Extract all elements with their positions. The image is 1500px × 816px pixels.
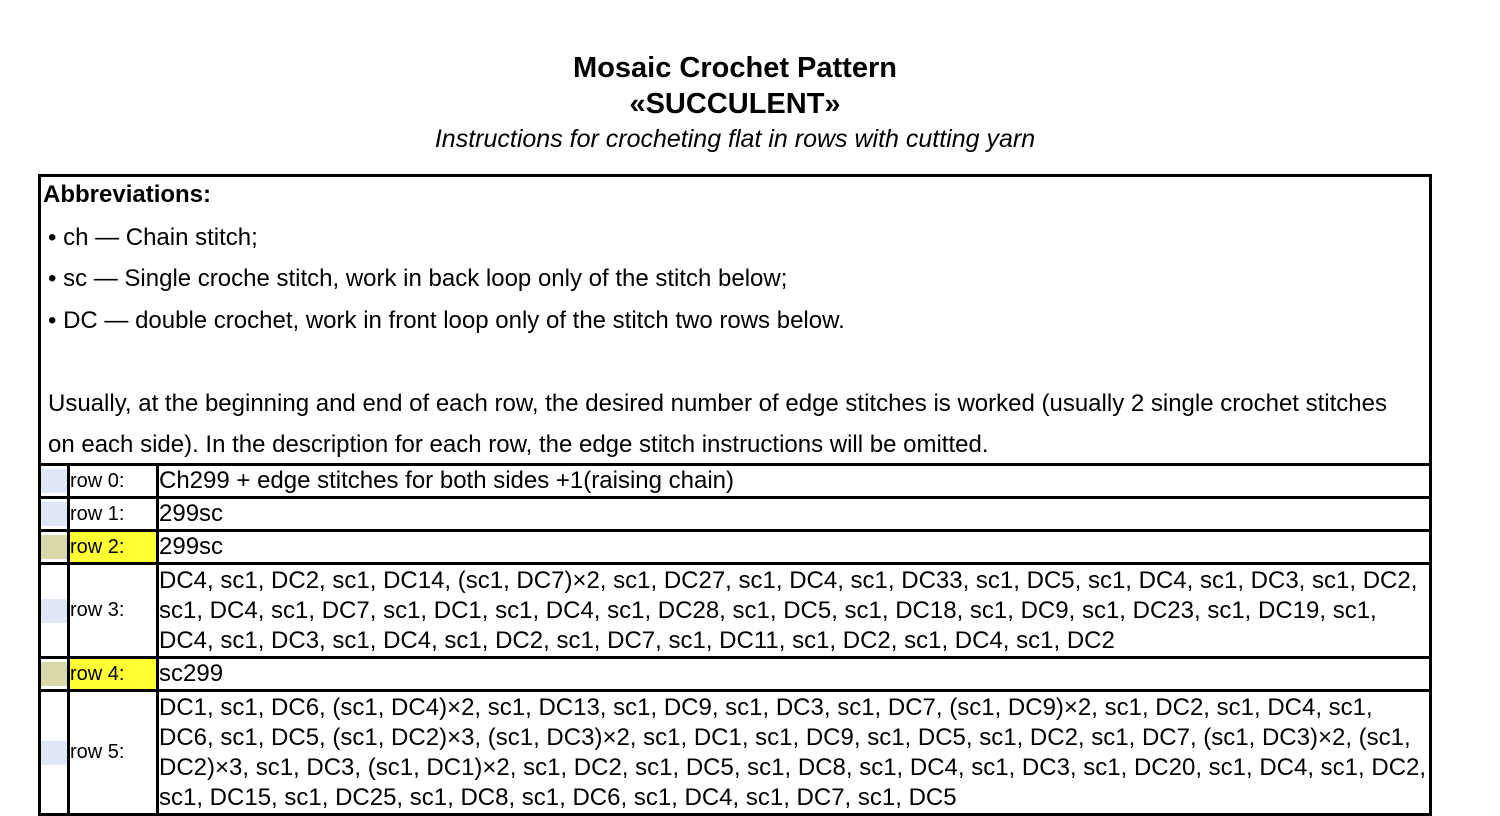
pattern-header (0, 50, 1470, 156)
table-row (40, 531, 1431, 564)
row-label: row 2: (69, 531, 158, 564)
row-instructions-table (38, 463, 1432, 816)
row-label: row 4: (69, 658, 158, 691)
abbreviation-dc: • DC — double crochet, work in front loop only of the stitch two rows below. (48, 307, 845, 334)
edge-stitch-note: Usually, at the beginning and end of each row, the desired number of edge stitches is worked (usually 2 single crochet stitches on each side). In the description for each row, the edge stitch instructions will be omitted. (48, 390, 1387, 458)
table-row (40, 658, 1431, 691)
row-swatch (40, 691, 69, 815)
abbreviation-ch: • ch — Chain stitch; (48, 224, 258, 251)
abbreviation-sc: • sc — Single croche stitch, work in back loop only of the stitch below; (48, 265, 788, 292)
row-swatch (40, 564, 69, 658)
table-row (40, 498, 1431, 531)
row-label: row 1: (69, 498, 158, 531)
page-subtitle: Instructions for crocheting flat in rows with cutting yarn (434, 125, 1036, 153)
row-swatch (40, 658, 69, 691)
abbreviations-box (38, 174, 1432, 466)
row-instructions: 299sc (158, 531, 1431, 564)
row-swatch (40, 498, 69, 531)
row-label: row 0: (69, 465, 158, 498)
row-swatch (40, 465, 69, 498)
row-instructions: DC4, sc1, DC2, sc1, DC14, (sc1, DC7)×2, sc1, DC27, sc1, DC4, sc1, DC33, sc1, DC5, sc1, DC4, sc1, DC3, sc1, DC2, sc1, DC4, sc1, DC7, sc1, DC1, sc1, DC4, sc1, DC28, sc1, DC5, sc1, DC18, sc1, DC9, sc1, DC23, sc1, DC19, sc1, DC4, sc1, DC3, sc1, DC4, sc1, DC2, sc1, DC7, sc1, DC11, sc1, DC2, sc1, DC4, sc1, DC2 (158, 564, 1431, 658)
row-instructions: DC1, sc1, DC6, (sc1, DC4)×2, sc1, DC13, sc1, DC9, sc1, DC3, sc1, DC7, (sc1, DC9)×2, sc1, DC2, sc1, DC4, sc1, DC6, sc1, DC5, (sc1, DC2)×3, (sc1, DC3)×2, sc1, DC1, sc1, DC9, sc1, DC5, sc1, DC2, sc1, DC7, (sc1, DC3)×2, (sc1, DC2)×3, sc1, DC3, (sc1, DC1)×2, sc1, DC2, sc1, DC5, sc1, DC8, sc1, DC4, sc1, DC3, sc1, DC20, sc1, DC4, sc1, DC2, sc1, DC15, sc1, DC25, sc1, DC8, sc1, DC6, sc1, DC4, sc1, DC7, sc1, DC5 (158, 691, 1431, 815)
row-label: row 3: (69, 564, 158, 658)
abbreviations-heading: Abbreviations: (43, 181, 212, 208)
table-row (40, 691, 1431, 815)
row-instructions: Ch299 + edge stitches for both sides +1(raising chain) (158, 465, 1431, 498)
page-title: Mosaic Crochet Pattern (573, 52, 897, 84)
row-label: row 5: (69, 691, 158, 815)
pattern-name: «SUCCULENT» (629, 88, 841, 120)
row-swatch (40, 531, 69, 564)
table-row (40, 564, 1431, 658)
row-instructions: sc299 (158, 658, 1431, 691)
row-instructions: 299sc (158, 498, 1431, 531)
table-row (40, 465, 1431, 498)
